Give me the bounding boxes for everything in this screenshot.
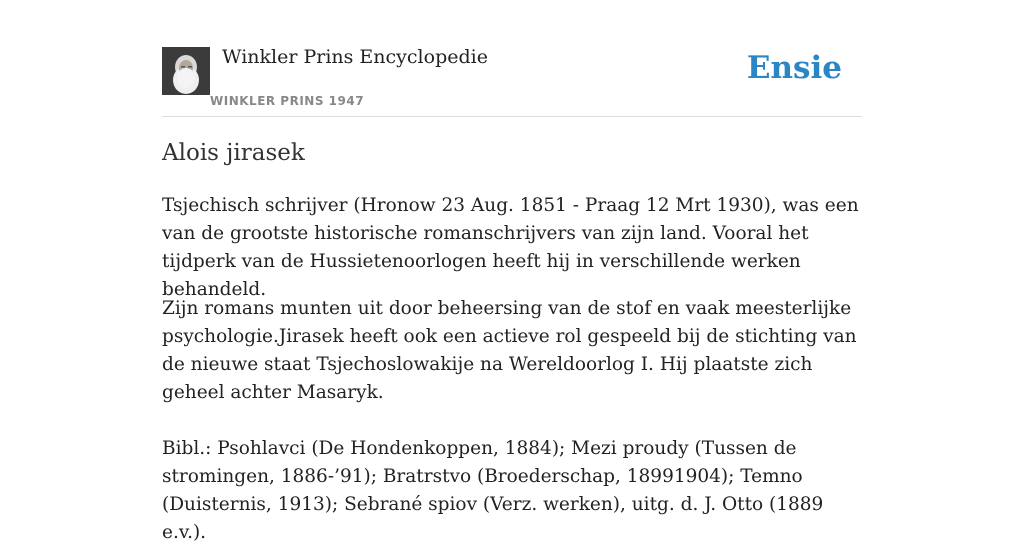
site-title-link[interactable]: Winkler Prins Encyclopedie bbox=[222, 46, 488, 68]
article-paragraph: Tsjechisch schrijver (Hronow 23 Aug. 1851 - Praag 12 Mrt 1930), was een van de grootste historische romanschrijvers van zijn land. Vooral het tijdperk van de Hussietenoorlogen heeft hij in verschillende werken behandeld. bbox=[162, 195, 859, 300]
edition-label[interactable]: WINKLER PRINS 1947 bbox=[210, 94, 365, 108]
portrait-icon bbox=[162, 47, 210, 95]
bibliography-paragraph: Bibl.: Psohlavci (De Hondenkoppen, 1884); Mezi proudy (Tussen de stromingen, 1886-’91); Bratrstvo (Broederschap, 18991904); Temno (Duisternis, 1913); Sebrané spiov (Verz. werken), uitg. d. J. Otto (1889 e.v.). bbox=[162, 438, 824, 543]
author-avatar[interactable] bbox=[162, 47, 210, 95]
article-paragraph: Zijn romans munten uit door beheersing van de stof en vaak meesterlijke psychologie.Jirasek heeft ook een actieve rol gespeeld bij de stichting van de nieuwe staat Tsjechoslowakije na Wereldoorlog I. Hij plaatste zich geheel achter Masaryk. bbox=[162, 298, 857, 403]
page-container bbox=[162, 0, 862, 543]
site-header bbox=[162, 0, 862, 117]
article-title: Alois jirasek bbox=[162, 140, 305, 166]
ensie-logo[interactable]: Ensie bbox=[746, 50, 842, 86]
